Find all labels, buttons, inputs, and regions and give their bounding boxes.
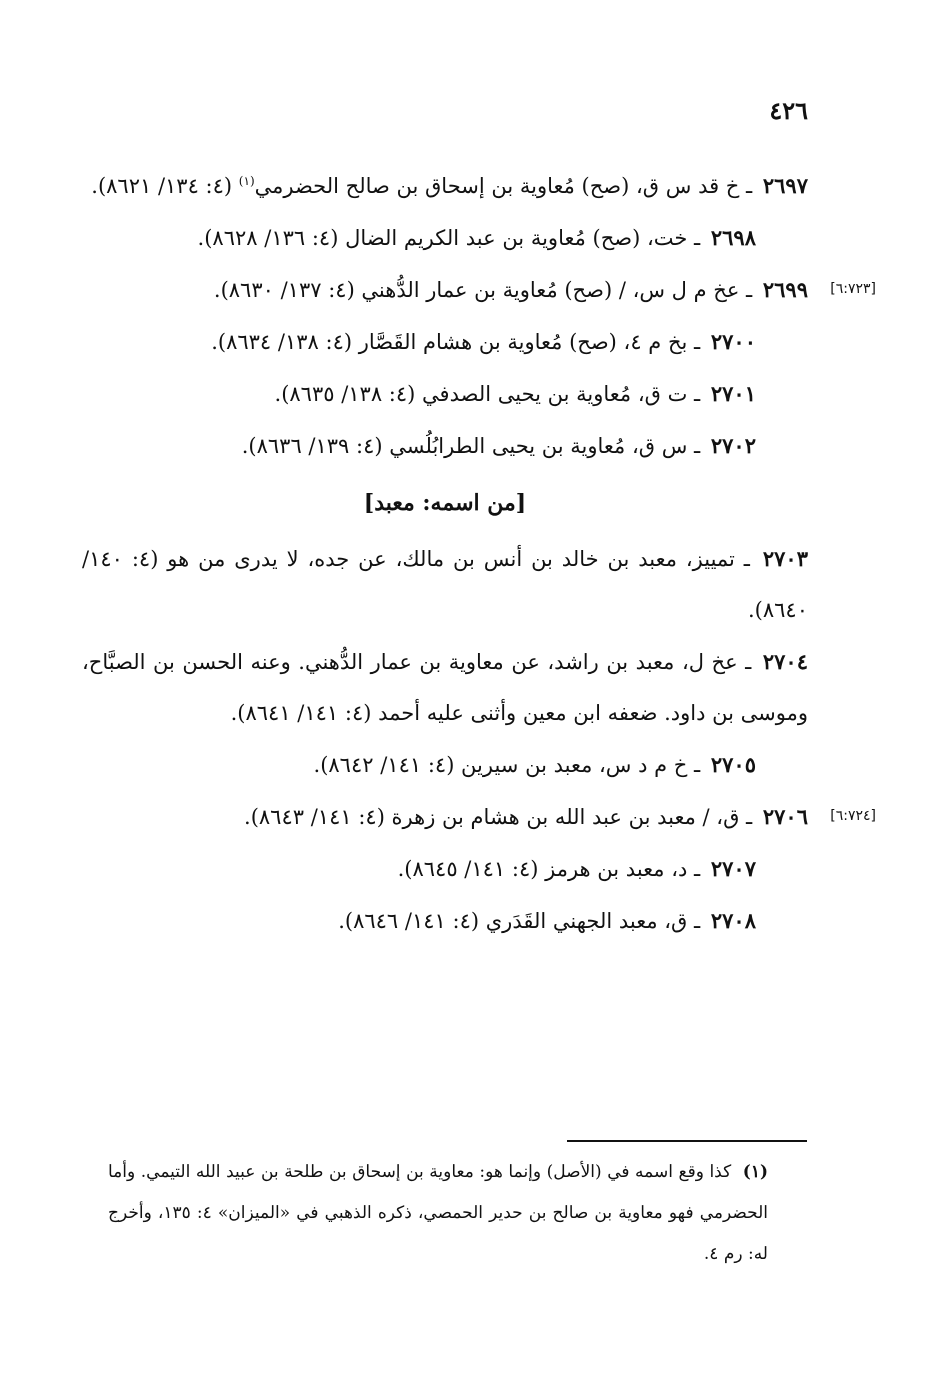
entry-number: ٢٧٠٧ (710, 856, 756, 881)
section-heading: [من اسمه: معبد] (363, 490, 527, 516)
footnote-marker: (١) (238, 174, 255, 188)
entry-number: ٢٧٠٥ (710, 752, 756, 777)
entry-2702 (82, 420, 808, 472)
entry-number: ٢٧٠٦ (762, 804, 808, 829)
footnote-label: (١) (742, 1162, 768, 1182)
entry-text: ـ عخ ل، معبد بن راشد، عن معاوية بن عمار الدُّهني. وعنه الحسن بن الصبَّاح، وموسى بن داود. ضعفه ابن معين وأثنى عليه أحمد (٤: ١٤١/ ٨٦٤١). (82, 650, 808, 725)
entry-2699 (82, 264, 876, 316)
footnote-divider (567, 1140, 807, 1142)
entry-number: ٢٧٠٣ (762, 546, 808, 571)
entry-text: ـ خ م د س، معبد بن سيرين (٤: ١٤١/ ٨٦٤٢). (313, 753, 701, 777)
entry-2703 (82, 533, 808, 636)
entry-text: ـ ق، / معبد بن عبد الله بن هشام بن زهرة (٤: ١٤١/ ٨٦٤٣). (244, 805, 753, 829)
entry-number: ٢٧٠٤ (762, 649, 808, 674)
entry-number: ٢٧٠١ (710, 381, 756, 406)
footnote (108, 1152, 768, 1275)
entry-text: ـ بخ م ٤، (صح) مُعاوية بن هشام القَصَّار (٤: ١٣٨/ ٨٦٣٤). (211, 330, 701, 354)
entry-text: ـ عخ م ل س، / (صح) مُعاوية بن عمار الدُّهني (٤: ١٣٧/ ٨٦٣٠). (213, 278, 753, 302)
entry-2701 (82, 368, 808, 420)
footnote-text: كذا وقع اسمه في (الأصل) وإنما هو: معاوية بن إسحاق بن طلحة بن عبيد الله التيمي. وأما الحضرمي فهو معاوية بن صالح بن حدير الحمصي، ذكره الذهبي في «الميزان» ٤: ١٣٥، وأخرج له: رم ٤. (108, 1162, 768, 1264)
entry-number: ٢٧٠٢ (710, 433, 756, 458)
entry-2705 (82, 739, 808, 791)
entry-number: ٢٦٩٧ (762, 173, 808, 198)
entry-2704 (82, 636, 808, 739)
entry-2698 (82, 212, 808, 264)
entry-text: ـ ت ق، مُعاوية بن يحيى الصدفي (٤: ١٣٨/ ٨٦٣٥). (274, 382, 701, 406)
entry-text: ـ ق، معبد الجهني القَدَري (٤: ١٤١/ ٨٦٤٦). (338, 909, 701, 933)
entry-2707 (82, 843, 808, 895)
page-number: ٤٢٦ (769, 96, 808, 125)
entry-number: ٢٧٠٠ (710, 329, 756, 354)
entry-text: ـ د، معبد بن هرمز (٤: ١٤١/ ٨٦٤٥). (397, 857, 701, 881)
entry-number: ٢٧٠٨ (710, 908, 756, 933)
margin-reference: [٦:٧٢٣] (830, 281, 876, 297)
entry-2706 (82, 791, 876, 843)
entry-text: ـ س ق، مُعاوية بن يحيى الطرابُلُسي (٤: ١٣٩/ ٨٦٣٦). (241, 434, 701, 458)
entry-text-cont: (٤: ١٣٤/ ٨٦٢١). (91, 174, 239, 198)
entry-2700 (82, 316, 808, 368)
entry-2708 (82, 895, 808, 947)
entry-number: ٢٦٩٨ (710, 225, 756, 250)
entry-text: ـ خت، (صح) مُعاوية بن عبد الكريم الضال (٤: ١٣٦/ ٨٦٢٨). (197, 226, 701, 250)
entry-text: ـ تمييز، معبد بن خالد بن أنس بن مالك، عن جده، لا يدرى من هو (٤: ١٤٠/ ٨٦٤٠). (82, 547, 808, 622)
document-body (82, 160, 876, 947)
entry-text: ـ خ قد س ق، (صح) مُعاوية بن إسحاق بن صالح الحضرمي (254, 174, 753, 198)
entry-number: ٢٦٩٩ (762, 277, 808, 302)
entry-2697 (82, 160, 808, 212)
margin-reference: [٦:٧٢٤] (830, 808, 876, 824)
